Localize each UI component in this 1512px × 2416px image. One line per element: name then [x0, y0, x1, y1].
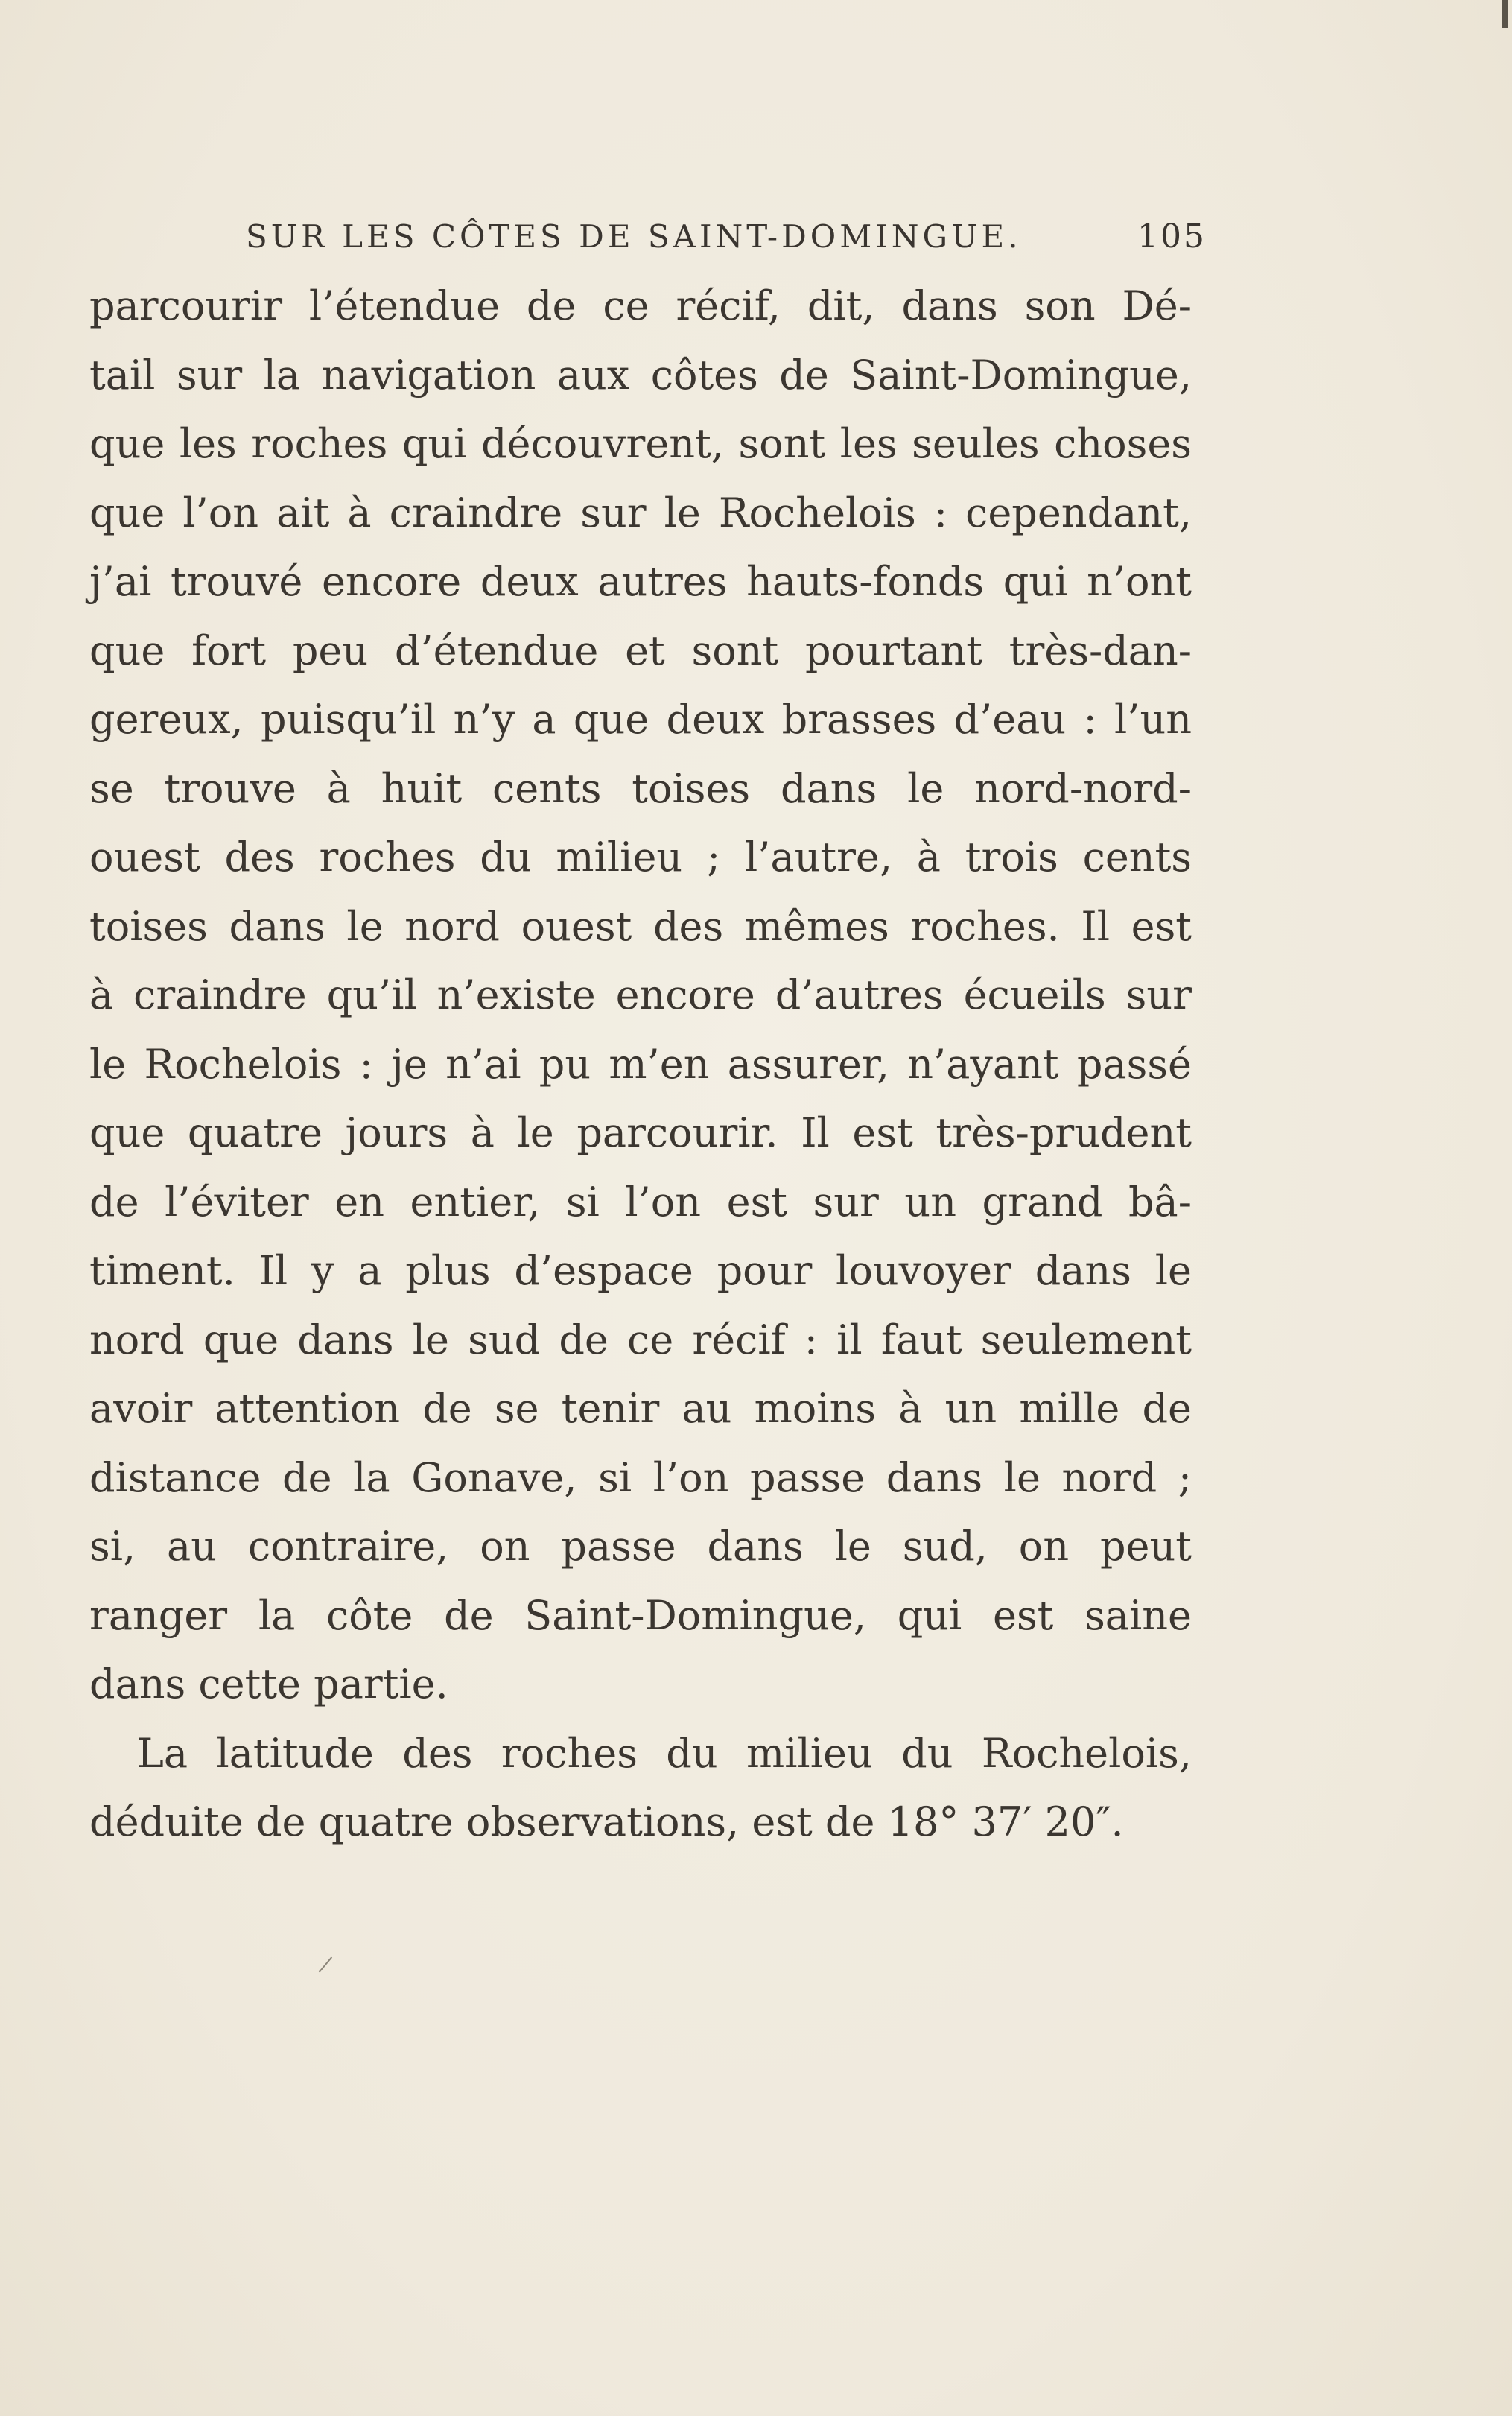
text-line: si, au contraire, on passe dans le sud, on peut	[89, 1523, 1192, 1570]
paragraph-start-line: La latitude des roches du milieu du Rochelois,	[137, 1729, 1192, 1777]
text-line: timent. Il y a plus d’espace pour louvoyer dans le	[89, 1247, 1192, 1294]
text-line: se trouve à huit cents toises dans le nord-nord-	[89, 764, 1192, 812]
text-line: que fort peu d’étendue et sont pourtant très-dan-	[89, 627, 1192, 674]
text-line: que l’on ait à craindre sur le Rochelois : cependant,	[89, 489, 1192, 536]
text-line: distance de la Gonave, si l’on passe dans le nord ;	[89, 1453, 1192, 1501]
text-line: j’ai trouvé encore deux autres hauts-fonds qui n’ont	[89, 558, 1192, 605]
text-line: parcourir l’étendue de ce récif, dit, dans son Dé-	[89, 282, 1192, 329]
text-line: tail sur la navigation aux côtes de Saint-Domingue,	[89, 351, 1192, 399]
text-line: nord que dans le sud de ce récif : il faut seulement	[89, 1316, 1192, 1363]
body-text	[89, 272, 1192, 1857]
text-line: que les roches qui découvrent, sont les seules choses	[89, 420, 1192, 467]
stray-mark	[319, 1956, 332, 1972]
page-header	[246, 211, 1207, 263]
text-line: ranger la côte de Saint-Domingue, qui est saine	[89, 1591, 1192, 1639]
paragraph-end-line: déduite de quatre observations, est de 18° 37′ 20″.	[89, 1798, 1124, 1845]
text-line: que quatre jours à le parcourir. Il est très-prudent	[89, 1109, 1192, 1156]
running-title: SUR LES CÔTES DE SAINT-DOMINGUE.	[246, 218, 1022, 255]
scan-edge-mark	[1502, 0, 1508, 28]
text-line: le Rochelois : je n’ai pu m’en assurer, n’ayant passé	[89, 1040, 1192, 1088]
text-line: ouest des roches du milieu ; l’autre, à trois cents	[89, 834, 1192, 881]
text-line: avoir attention de se tenir au moins à un mille de	[89, 1385, 1192, 1432]
text-line: gereux, puisqu’il n’y a que deux brasses d’eau : l’un	[89, 696, 1192, 743]
text-line: de l’éviter en entier, si l’on est sur un grand bâ-	[89, 1178, 1192, 1226]
paragraph-end-line: dans cette partie.	[89, 1661, 448, 1708]
text-line: toises dans le nord ouest des mêmes roches. Il est	[89, 902, 1192, 950]
page-number: 105	[1137, 218, 1207, 256]
text-line: à craindre qu’il n’existe encore d’autres écueils sur	[89, 971, 1192, 1018]
